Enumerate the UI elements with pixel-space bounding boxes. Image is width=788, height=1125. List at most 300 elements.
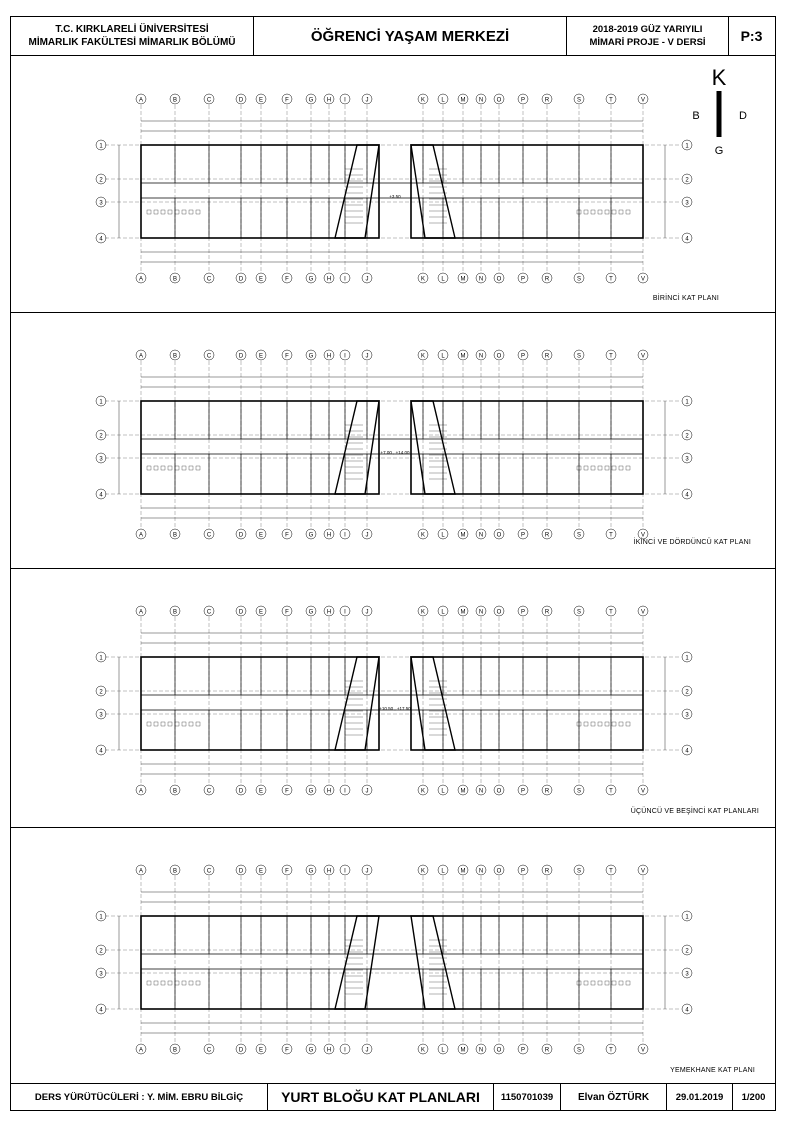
axis-label: K: [420, 353, 426, 360]
axis-label: N: [478, 868, 484, 875]
plan-title-4: YEMEKHANE KAT PLANI: [670, 1067, 755, 1074]
furniture: [196, 210, 200, 214]
axis-label: J: [365, 532, 369, 539]
furniture: [196, 466, 200, 470]
furniture: [591, 981, 595, 985]
axis-label: B: [172, 868, 178, 875]
axis-label: K: [420, 1047, 426, 1054]
axis-label: 2: [685, 948, 689, 955]
axis-label: K: [420, 868, 426, 875]
axis-label: I: [344, 609, 346, 616]
axis-label: O: [496, 609, 502, 616]
axis-label: V: [640, 532, 646, 539]
furniture: [189, 981, 193, 985]
axis-label: 3: [685, 456, 689, 463]
axis-label: A: [138, 609, 144, 616]
axis-label: A: [138, 788, 144, 795]
axis-label: T: [609, 609, 613, 616]
furniture: [626, 466, 630, 470]
axis-label: M: [460, 609, 466, 616]
axis-label: G: [308, 353, 314, 360]
axis-label: 3: [99, 712, 103, 719]
axis-label: R: [544, 276, 550, 283]
project-title-cell: [254, 17, 567, 55]
furniture: [584, 722, 588, 726]
title-block-footer: [11, 1083, 775, 1110]
axis-label: O: [496, 868, 502, 875]
axis-label: J: [365, 868, 369, 875]
instructors: DERS YÜRÜTÜCÜLERİ : Y. MİM. EBRU BİLGİÇ: [34, 1091, 244, 1103]
furniture: [626, 722, 630, 726]
axis-label: H: [326, 97, 332, 104]
axis-label: F: [285, 353, 289, 360]
axis-label: L: [441, 97, 445, 104]
stair-core-right: [411, 916, 455, 1009]
furniture: [612, 466, 616, 470]
axis-label: I: [344, 97, 346, 104]
axis-label: J: [365, 1047, 369, 1054]
axis-label: L: [441, 276, 445, 283]
axis-label: H: [326, 276, 332, 283]
outer-wall-right-wing: [411, 657, 643, 750]
axis-label: 3: [99, 200, 103, 207]
axis-label: O: [496, 276, 502, 283]
axis-label: E: [258, 1047, 264, 1054]
axis-label: R: [544, 868, 550, 875]
university-cell: [11, 17, 254, 55]
axis-label: H: [326, 609, 332, 616]
outer-wall-left-wing: [141, 401, 379, 494]
axis-label: 2: [99, 689, 103, 696]
sheet-number-cell: [729, 17, 774, 55]
axis-label: 3: [99, 971, 103, 978]
furniture: [598, 981, 602, 985]
axis-label: E: [258, 788, 264, 795]
furniture: [591, 722, 595, 726]
axis-label: E: [258, 868, 264, 875]
axis-label: 1: [99, 143, 103, 150]
axis-label: V: [640, 609, 646, 616]
axis-label: H: [326, 788, 332, 795]
axis-label: L: [441, 353, 445, 360]
furniture: [147, 981, 151, 985]
axis-label: O: [496, 97, 502, 104]
stair-core-right: [411, 145, 455, 238]
axis-label: 4: [99, 492, 103, 499]
furniture: [612, 210, 616, 214]
axis-label: D: [238, 1047, 244, 1054]
furniture: [626, 210, 630, 214]
stair-core-left: [335, 657, 379, 750]
axis-label: O: [496, 1047, 502, 1054]
plan-title-2: İKİNCİ VE DÖRDÜNCÜ KAT PLANI: [633, 539, 751, 546]
axis-label: I: [344, 1047, 346, 1054]
axis-label: H: [326, 1047, 332, 1054]
axis-label: S: [576, 1047, 582, 1054]
axis-label: R: [544, 353, 550, 360]
axis-label: F: [285, 609, 289, 616]
axis-label: L: [441, 788, 445, 795]
axis-label: M: [460, 1047, 466, 1054]
axis-label: D: [238, 97, 244, 104]
axis-label: P: [520, 353, 526, 360]
level-marker: +10.50 , +17.50: [379, 706, 411, 711]
axis-label: V: [640, 788, 646, 795]
student-number-cell: [494, 1084, 561, 1110]
axis-label: G: [308, 1047, 314, 1054]
axis-label: G: [308, 97, 314, 104]
axis-label: C: [206, 532, 212, 539]
plan-title-3: ÜÇÜNCÜ VE BEŞİNCİ KAT PLANLARI: [630, 808, 759, 815]
axis-label: E: [258, 353, 264, 360]
furniture: [196, 722, 200, 726]
axis-label: S: [576, 788, 582, 795]
furniture: [598, 722, 602, 726]
axis-label: T: [609, 788, 613, 795]
axis-label: V: [640, 1047, 646, 1054]
axis-label: B: [172, 276, 178, 283]
axis-label: T: [609, 97, 613, 104]
axis-label: I: [344, 868, 346, 875]
furniture: [147, 722, 151, 726]
stair-core-left: [335, 916, 379, 1009]
term-line1: 2018-2019 GÜZ YARIYILI: [592, 24, 703, 35]
floor-plan-panel-1: [11, 55, 775, 313]
furniture: [175, 722, 179, 726]
axis-label: O: [496, 532, 502, 539]
axis-label: 1: [685, 914, 689, 921]
compass-south: G: [714, 145, 724, 157]
axis-label: A: [138, 276, 144, 283]
axis-label: 4: [99, 236, 103, 243]
axis-label: 4: [99, 748, 103, 755]
axis-label: R: [544, 609, 550, 616]
furniture: [154, 722, 158, 726]
axis-label: D: [238, 276, 244, 283]
axis-label: G: [308, 276, 314, 283]
axis-label: P: [520, 868, 526, 875]
furniture: [591, 210, 595, 214]
plan-geometry: [96, 606, 692, 795]
furniture: [154, 981, 158, 985]
outer-wall-right-wing: [411, 401, 643, 494]
date-cell: [667, 1084, 733, 1110]
axis-label: N: [478, 609, 484, 616]
furniture: [584, 466, 588, 470]
axis-label: S: [576, 276, 582, 283]
axis-label: 3: [685, 200, 689, 207]
furniture: [196, 981, 200, 985]
student-number: 1150701039: [500, 1091, 554, 1103]
axis-label: F: [285, 97, 289, 104]
axis-label: A: [138, 868, 144, 875]
axis-label: D: [238, 788, 244, 795]
outer-wall: [141, 916, 643, 1009]
axis-label: B: [172, 1047, 178, 1054]
axis-label: 3: [685, 971, 689, 978]
axis-label: 3: [99, 456, 103, 463]
axis-label: O: [496, 353, 502, 360]
axis-label: 2: [99, 433, 103, 440]
axis-label: K: [420, 532, 426, 539]
axis-label: 4: [685, 236, 689, 243]
outer-wall-right-wing: [411, 145, 643, 238]
furniture: [154, 210, 158, 214]
university-line1: T.C. KIRKLARELİ ÜNİVERSİTESİ: [55, 24, 209, 35]
axis-label: 3: [685, 712, 689, 719]
axis-label: 2: [685, 689, 689, 696]
axis-label: D: [238, 868, 244, 875]
axis-label: I: [344, 276, 346, 283]
furniture: [168, 210, 172, 214]
axis-label: C: [206, 788, 212, 795]
axis-label: P: [520, 609, 526, 616]
level-marker: +7.00 , +14.00: [380, 450, 410, 455]
axis-label: 2: [685, 433, 689, 440]
floor-plan-drawing-2: [11, 313, 774, 569]
date: 29.01.2019: [675, 1091, 724, 1103]
axis-label: B: [172, 532, 178, 539]
axis-label: 4: [99, 1007, 103, 1014]
axis-label: N: [478, 276, 484, 283]
axis-label: 1: [685, 399, 689, 406]
furniture: [168, 466, 172, 470]
axis-label: N: [478, 532, 484, 539]
axis-label: 1: [99, 655, 103, 662]
furniture: [168, 981, 172, 985]
furniture: [175, 210, 179, 214]
axis-label: R: [544, 532, 550, 539]
axis-label: V: [640, 97, 646, 104]
axis-label: B: [172, 97, 178, 104]
axis-label: M: [460, 276, 466, 283]
axis-label: L: [441, 532, 445, 539]
furniture: [619, 466, 623, 470]
furniture: [147, 210, 151, 214]
floor-plan-drawing-1: [11, 55, 774, 313]
axis-label: F: [285, 276, 289, 283]
axis-label: F: [285, 532, 289, 539]
axis-label: C: [206, 868, 212, 875]
instructors-cell: [11, 1084, 268, 1110]
axis-label: H: [326, 532, 332, 539]
student-name-cell: [561, 1084, 667, 1110]
floor-plan-panel-3: [11, 569, 775, 828]
axis-label: C: [206, 97, 212, 104]
furniture: [605, 466, 609, 470]
furniture: [626, 981, 630, 985]
stair-core-right: [411, 657, 455, 750]
furniture: [182, 210, 186, 214]
axis-label: K: [420, 609, 426, 616]
furniture: [161, 981, 165, 985]
axis-label: S: [576, 609, 582, 616]
axis-label: T: [609, 353, 613, 360]
axis-label: H: [326, 353, 332, 360]
furniture: [189, 210, 193, 214]
axis-label: S: [576, 532, 582, 539]
scale-cell: [733, 1084, 774, 1110]
axis-label: I: [344, 788, 346, 795]
plan-geometry: [96, 94, 692, 283]
axis-label: T: [609, 276, 613, 283]
furniture: [598, 210, 602, 214]
furniture: [161, 466, 165, 470]
axis-label: V: [640, 276, 646, 283]
axis-label: S: [576, 97, 582, 104]
furniture: [605, 210, 609, 214]
floor-plan-drawing-3: [11, 569, 774, 828]
axis-label: D: [238, 609, 244, 616]
axis-label: 4: [685, 748, 689, 755]
furniture: [619, 981, 623, 985]
furniture: [612, 722, 616, 726]
axis-label: N: [478, 788, 484, 795]
project-title: ÖĞRENCİ YAŞAM MERKEZİ: [310, 27, 510, 45]
axis-label: P: [520, 276, 526, 283]
axis-label: E: [258, 532, 264, 539]
furniture: [147, 466, 151, 470]
axis-label: B: [172, 788, 178, 795]
axis-label: A: [138, 1047, 144, 1054]
axis-label: N: [478, 353, 484, 360]
axis-label: K: [420, 788, 426, 795]
outer-wall-left-wing: [141, 145, 379, 238]
axis-label: I: [344, 532, 346, 539]
axis-label: 2: [99, 177, 103, 184]
floor-plan-drawing-4: [11, 828, 774, 1086]
axis-label: 1: [99, 914, 103, 921]
stair-core-right: [411, 401, 455, 494]
furniture: [175, 981, 179, 985]
axis-label: R: [544, 1047, 550, 1054]
title-block-header: [11, 17, 775, 56]
stair-core-left: [335, 401, 379, 494]
furniture: [612, 981, 616, 985]
axis-label: S: [576, 868, 582, 875]
term-line2: MİMARİ PROJE - V DERSİ: [589, 37, 706, 48]
floor-plan-panel-2: [11, 313, 775, 569]
university-line2: MİMARLIK FAKÜLTESİ MİMARLIK BÖLÜMÜ: [28, 37, 236, 48]
axis-label: 1: [685, 143, 689, 150]
axis-label: J: [365, 788, 369, 795]
axis-label: M: [460, 868, 466, 875]
furniture: [189, 722, 193, 726]
term-cell: [567, 17, 729, 55]
furniture: [182, 981, 186, 985]
axis-label: F: [285, 868, 289, 875]
outer-wall-left-wing: [141, 657, 379, 750]
floor-plan-panel-4: [11, 828, 775, 1086]
furniture: [619, 722, 623, 726]
axis-label: 2: [685, 177, 689, 184]
drawing-sheet: [10, 16, 776, 1111]
axis-label: P: [520, 532, 526, 539]
axis-label: C: [206, 353, 212, 360]
axis-label: P: [520, 788, 526, 795]
axis-label: G: [308, 532, 314, 539]
axis-label: E: [258, 97, 264, 104]
sheet-number: P:3: [740, 28, 763, 44]
furniture: [598, 466, 602, 470]
axis-label: K: [420, 276, 426, 283]
furniture: [154, 466, 158, 470]
axis-label: E: [258, 609, 264, 616]
axis-label: T: [609, 1047, 613, 1054]
axis-label: 1: [99, 399, 103, 406]
furniture: [584, 981, 588, 985]
axis-label: L: [441, 868, 445, 875]
axis-label: L: [441, 609, 445, 616]
axis-label: L: [441, 1047, 445, 1054]
axis-label: P: [520, 1047, 526, 1054]
compass-east: D: [739, 110, 747, 122]
furniture: [182, 722, 186, 726]
compass-west: B: [692, 110, 700, 122]
stair-core-left: [335, 145, 379, 238]
axis-label: 4: [685, 492, 689, 499]
axis-label: A: [138, 353, 144, 360]
compass-north: K: [711, 65, 727, 90]
plan-title-1: BİRİNCİ KAT PLANI: [652, 295, 719, 302]
furniture: [189, 466, 193, 470]
level-marker: +3.50: [389, 194, 401, 199]
furniture: [182, 466, 186, 470]
axis-label: F: [285, 788, 289, 795]
furniture: [605, 981, 609, 985]
drawing-title-cell: [268, 1084, 494, 1110]
furniture: [175, 466, 179, 470]
axis-label: F: [285, 1047, 289, 1054]
axis-label: R: [544, 97, 550, 104]
axis-label: R: [544, 788, 550, 795]
furniture: [619, 210, 623, 214]
furniture: [605, 722, 609, 726]
axis-label: G: [308, 609, 314, 616]
axis-label: C: [206, 276, 212, 283]
axis-label: H: [326, 868, 332, 875]
axis-label: N: [478, 97, 484, 104]
axis-label: 2: [99, 948, 103, 955]
axis-label: M: [460, 532, 466, 539]
axis-label: T: [609, 532, 613, 539]
plan-geometry: [96, 865, 692, 1054]
axis-label: A: [138, 532, 144, 539]
furniture: [591, 466, 595, 470]
axis-label: V: [640, 353, 646, 360]
axis-label: J: [365, 353, 369, 360]
axis-label: M: [460, 788, 466, 795]
axis-label: M: [460, 97, 466, 104]
axis-label: 4: [685, 1007, 689, 1014]
axis-label: C: [206, 1047, 212, 1054]
axis-label: D: [238, 532, 244, 539]
axis-label: K: [420, 97, 426, 104]
axis-label: J: [365, 609, 369, 616]
axis-label: O: [496, 788, 502, 795]
axis-label: B: [172, 353, 178, 360]
scale: 1/200: [741, 1091, 766, 1103]
axis-label: S: [576, 353, 582, 360]
axis-label: B: [172, 609, 178, 616]
axis-label: A: [138, 97, 144, 104]
axis-label: E: [258, 276, 264, 283]
furniture: [161, 722, 165, 726]
student-name: Elvan ÖZTÜRK: [577, 1091, 650, 1103]
axis-label: V: [640, 868, 646, 875]
axis-label: G: [308, 868, 314, 875]
furniture: [168, 722, 172, 726]
